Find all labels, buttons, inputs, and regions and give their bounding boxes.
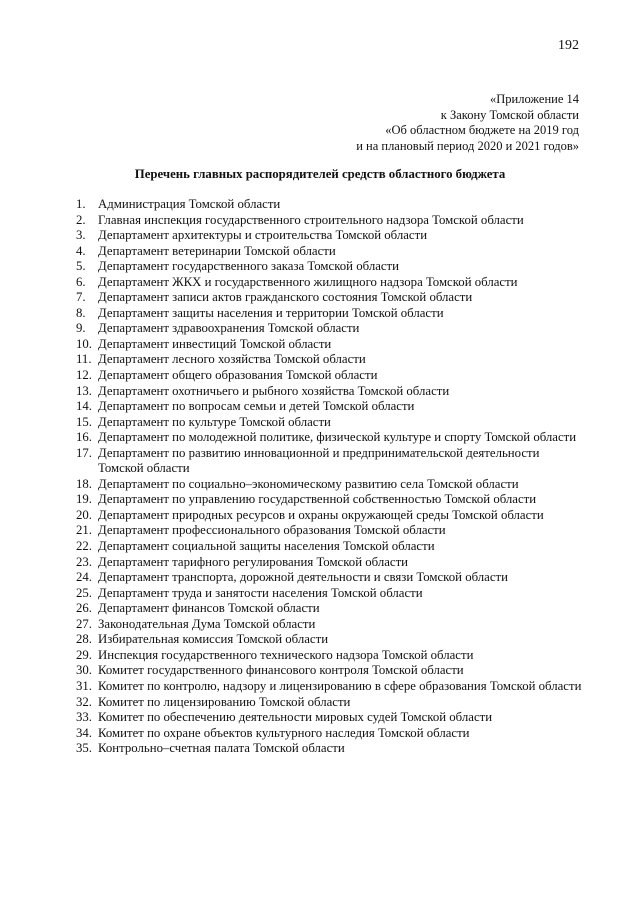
list-item: [76, 228, 586, 244]
list-item-number: 32.: [76, 694, 92, 709]
list-item-number: 15.: [76, 414, 92, 429]
list-item: [76, 508, 586, 524]
list-item-number: 21.: [76, 523, 92, 538]
list-item-number: 5.: [76, 259, 86, 274]
list-item: [76, 197, 586, 213]
list-item: [76, 213, 586, 229]
list-item-text: Департамент по молодежной политике, физической культуре и спорту Томской области: [98, 430, 577, 445]
list-item: [76, 446, 586, 477]
list-item-number: 29.: [76, 647, 92, 662]
list-item-text: Департамент социальной защиты населения Томской области: [98, 539, 435, 554]
list-item-text: Законодательная Дума Томской области: [98, 616, 316, 631]
list-item-number: 25.: [76, 585, 92, 600]
list-item-number: 16.: [76, 430, 92, 445]
distributors-list: [76, 197, 586, 757]
list-item: [76, 290, 586, 306]
list-item-number: 34.: [76, 725, 92, 740]
list-item-text: Департамент архитектуры и строительства Томской области: [98, 228, 428, 243]
list-item-text: Департамент финансов Томской области: [98, 601, 320, 616]
list-item-text: Департамент инвестиций Томской области: [98, 336, 332, 351]
list-item-number: 22.: [76, 539, 92, 554]
list-item: [76, 337, 586, 353]
list-item-number: 3.: [76, 228, 86, 243]
list-item: [76, 384, 586, 400]
appendix-line: и на плановый период 2020 и 2021 годов»: [356, 138, 579, 153]
list-item-number: 8.: [76, 305, 86, 320]
list-item-text: Департамент защиты населения и территории Томской области: [98, 305, 444, 320]
list-item-number: 4.: [76, 243, 86, 258]
list-item-number: 28.: [76, 632, 92, 647]
list-item-text: Департамент ветеринарии Томской области: [98, 243, 336, 258]
list-item: [76, 617, 586, 633]
list-item-number: 27.: [76, 616, 92, 631]
list-item: [76, 710, 586, 726]
list-item-text: Администрация Томской области: [98, 197, 281, 211]
list-item-text: Комитет по обеспечению деятельности мировых судей Томской области: [98, 710, 493, 725]
appendix-line: «Приложение 14: [490, 92, 579, 106]
list-item: [76, 726, 586, 742]
list-item-number: 19.: [76, 492, 92, 507]
list-item-text: Департамент по социально–экономическому развитию села Томской области: [98, 476, 519, 491]
list-item: [76, 695, 586, 711]
list-item-text: Департамент по развитию инновационной и предпринимательской деятельности Томской области: [98, 445, 540, 476]
list-item-text: Департамент общего образования Томской области: [98, 368, 378, 383]
list-item-text: Контрольно–счетная палата Томской области: [98, 741, 345, 756]
list-item-text: Департамент труда и занятости населения Томской области: [98, 585, 423, 600]
list-item: [76, 523, 586, 539]
list-item-text: Комитет по лицензированию Томской области: [98, 694, 351, 709]
list-item-text: Комитет по охране объектов культурного наследия Томской области: [98, 725, 470, 740]
list-item-number: 18.: [76, 476, 92, 491]
list-item: [76, 601, 586, 617]
list-item-text: Департамент записи актов гражданского состояния Томской области: [98, 290, 473, 305]
list-item-number: 30.: [76, 663, 92, 678]
page-number: 192: [558, 38, 579, 53]
appendix-line: к Закону Томской области: [440, 107, 579, 122]
list-item: [76, 352, 586, 368]
list-item-text: Инспекция государственного технического надзора Томской области: [98, 647, 474, 662]
list-item-text: Департамент тарифного регулирования Томской области: [98, 554, 409, 569]
list-item-text: Департамент природных ресурсов и охраны окружающей среды Томской области: [98, 507, 544, 522]
list-item: [76, 415, 586, 431]
list-item-text: Департамент ЖКХ и государственного жилищного надзора Томской области: [98, 274, 518, 289]
list-item-text: Департамент транспорта, дорожной деятельности и связи Томской области: [98, 570, 508, 585]
list-item: [76, 306, 586, 322]
list-item-number: 6.: [76, 274, 86, 289]
list-item-text: Департамент здравоохранения Томской области: [98, 321, 360, 336]
list-item: [76, 586, 586, 602]
list-item: [76, 741, 586, 757]
list-item-number: 1.: [76, 197, 86, 211]
list-item-number: 17.: [76, 445, 92, 460]
list-item-text: Избирательная комиссия Томской области: [98, 632, 329, 647]
list-item: [76, 570, 586, 586]
list-item-text: Департамент лесного хозяйства Томской области: [98, 352, 366, 367]
list-item-text: Комитет государственного финансового контроля Томской области: [98, 663, 464, 678]
list-item: [76, 321, 586, 337]
list-item: [76, 259, 586, 275]
list-item: [76, 492, 586, 508]
list-item-number: 9.: [76, 321, 86, 336]
list-item-text: Департамент по управлению государственной собственностью Томской области: [98, 492, 537, 507]
list-item-number: 2.: [76, 212, 86, 227]
list-item: [76, 663, 586, 679]
list-item-number: 7.: [76, 290, 86, 305]
list-item-number: 23.: [76, 554, 92, 569]
list-item: [76, 632, 586, 648]
list-item-number: 20.: [76, 507, 92, 522]
list-item-number: 12.: [76, 368, 92, 383]
list-item-number: 13.: [76, 383, 92, 398]
list-item: [76, 399, 586, 415]
list-item: [76, 555, 586, 571]
list-item-number: 14.: [76, 399, 92, 414]
list-item: [76, 244, 586, 260]
list-item-number: 31.: [76, 678, 92, 693]
list-item-number: 35.: [76, 741, 92, 756]
list-item-number: 10.: [76, 336, 92, 351]
list-item-text: Департамент по культуре Томской области: [98, 414, 331, 429]
list-item: [76, 679, 586, 695]
list-item: [76, 275, 586, 291]
list-item-text: Главная инспекция государственного строительного надзора Томской области: [98, 212, 524, 227]
list-item: [76, 368, 586, 384]
list-item-number: 33.: [76, 710, 92, 725]
list-item-text: Департамент профессионального образования Томской области: [98, 523, 446, 538]
list-item-text: Департамент по вопросам семьи и детей Томской области: [98, 399, 415, 414]
appendix-line: «Об областном бюджете на 2019 год: [385, 123, 579, 138]
appendix-header: [259, 92, 579, 154]
list-item: [76, 539, 586, 555]
list-item: [76, 648, 586, 664]
list-item-number: 11.: [76, 352, 92, 367]
list-item-number: 24.: [76, 570, 92, 585]
list-item-text: Департамент государственного заказа Томской области: [98, 259, 400, 274]
list-item: [76, 477, 586, 493]
list-item: [76, 430, 586, 446]
list-item-text: Комитет по контролю, надзору и лицензированию в сфере образования Томской области: [98, 678, 582, 693]
document-title: Перечень главных распорядителей средств областного бюджета: [134, 167, 506, 181]
list-item-number: 26.: [76, 601, 92, 616]
list-item-text: Департамент охотничьего и рыбного хозяйства Томской области: [98, 383, 450, 398]
